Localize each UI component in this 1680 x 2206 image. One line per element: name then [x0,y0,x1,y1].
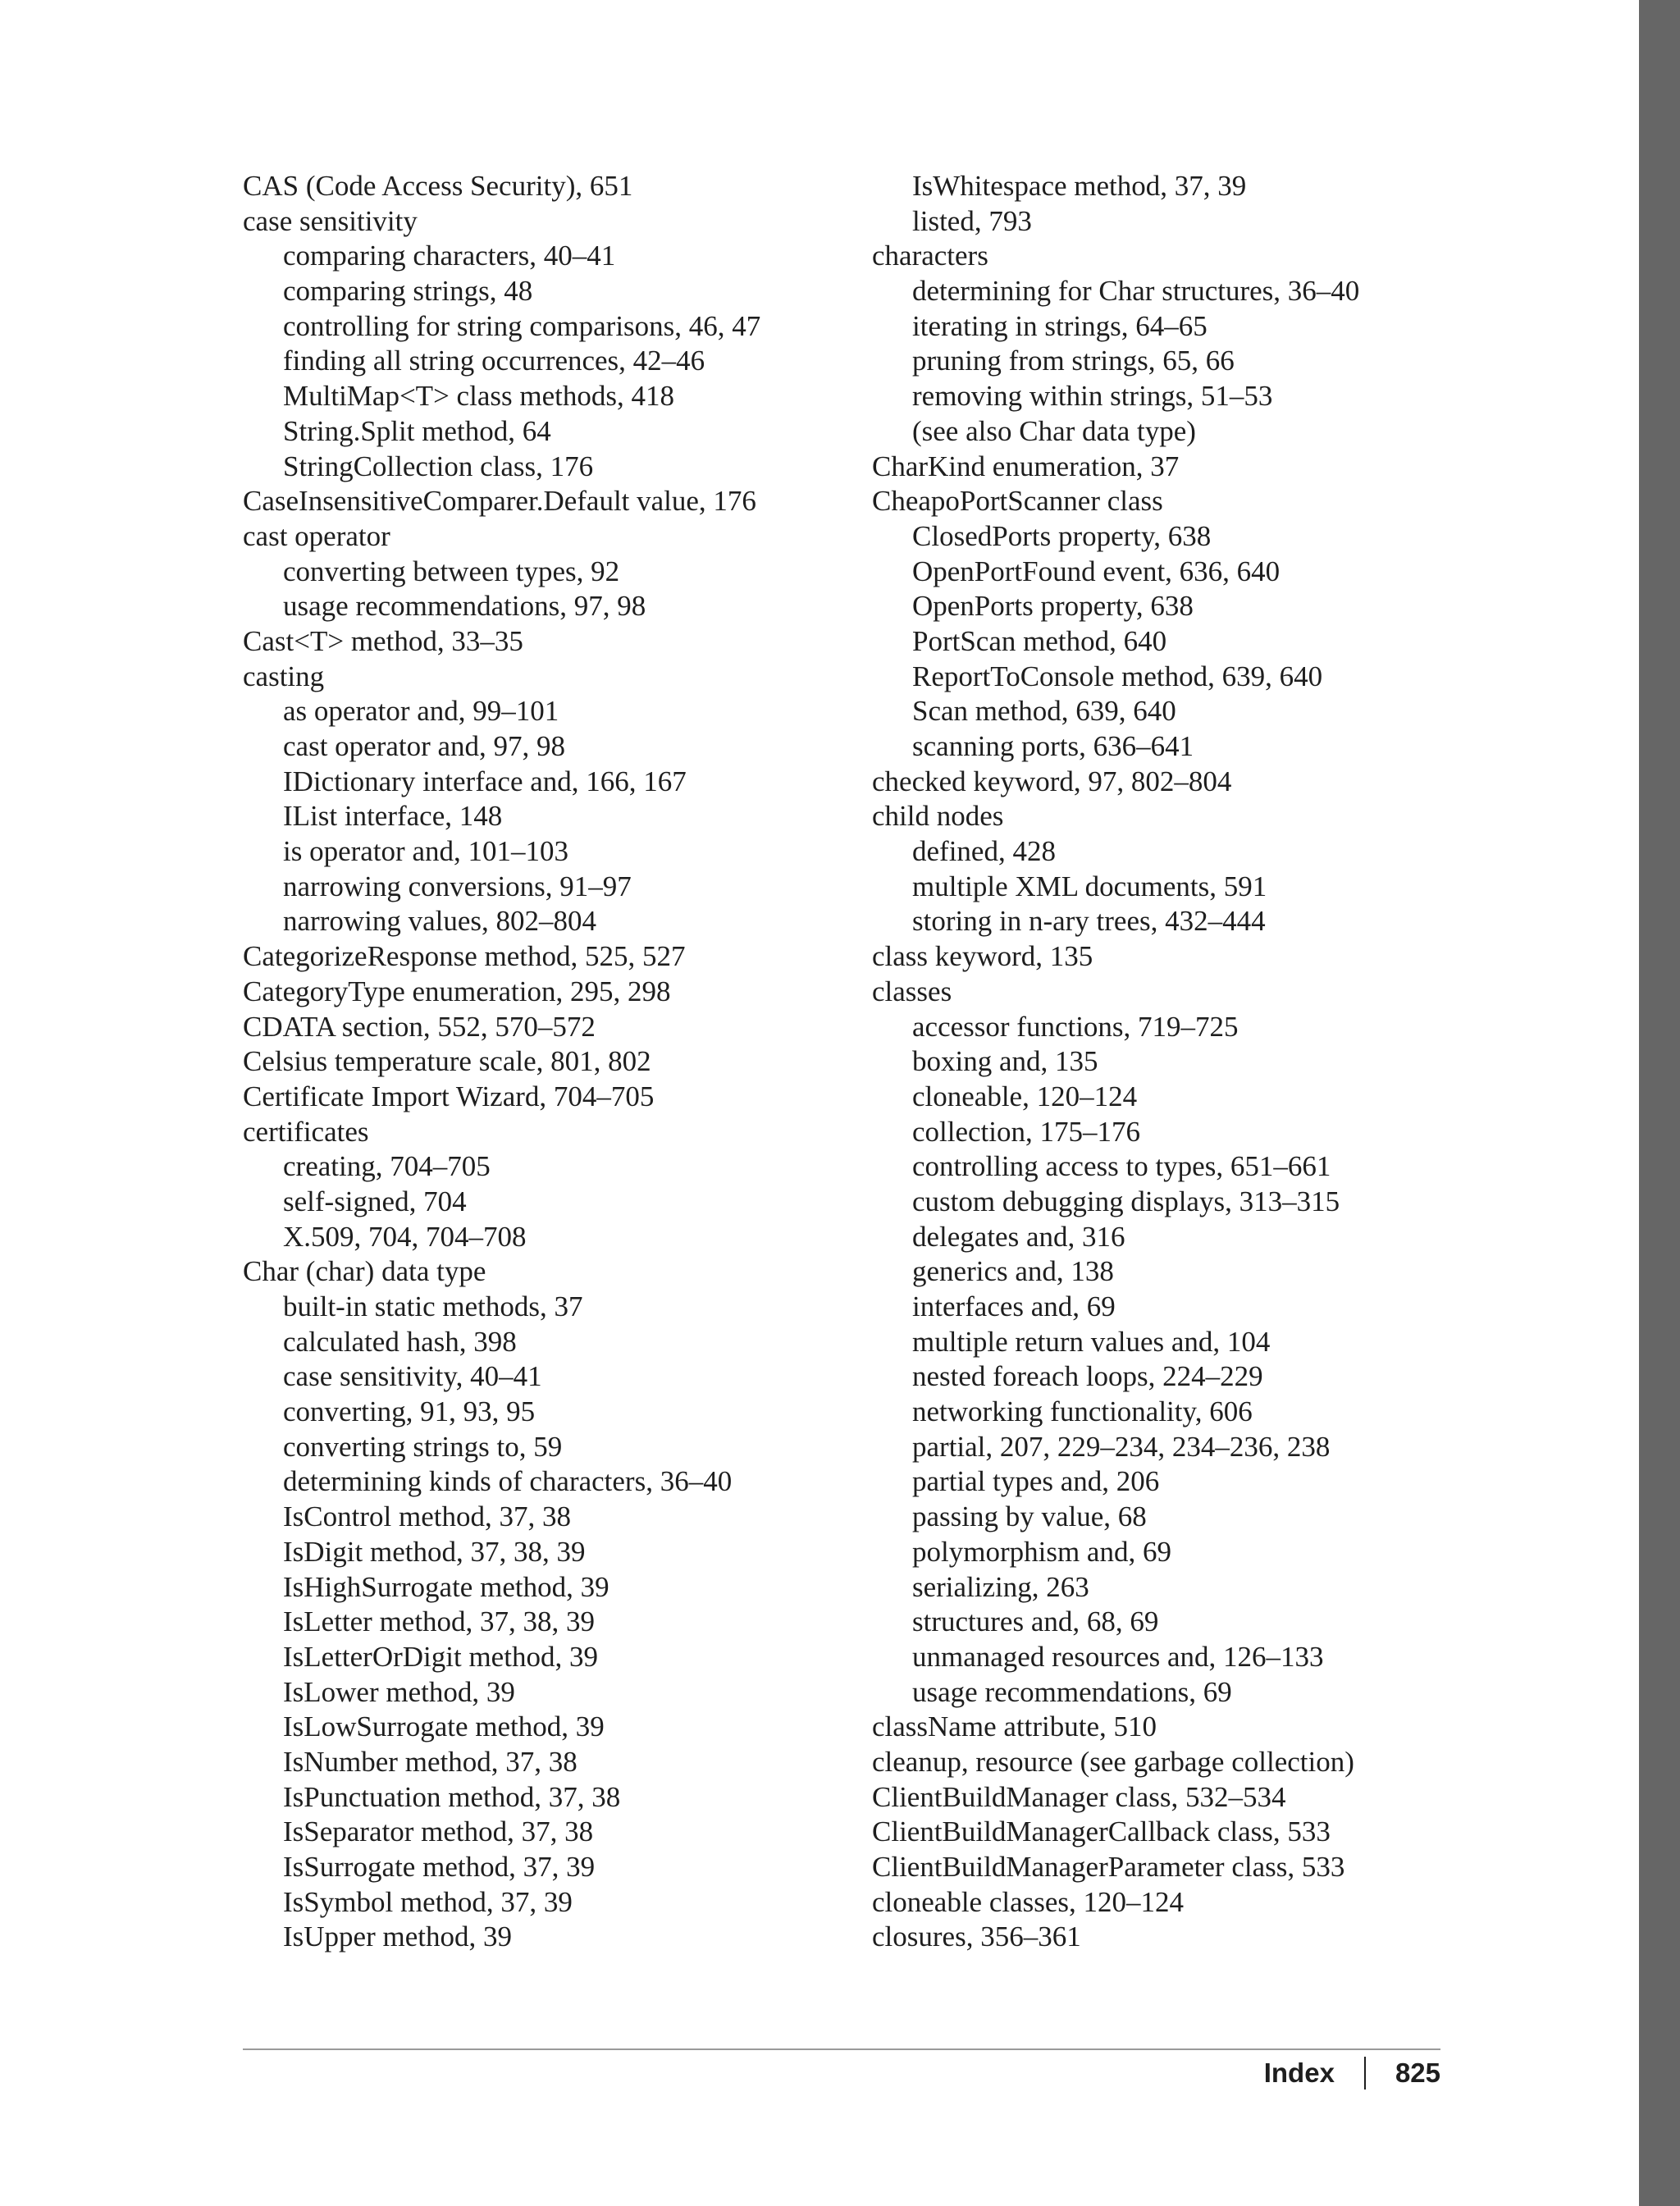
index-subentry: IsHighSurrogate method, 39 [283,1570,609,1603]
index-subentry: networking functionality, 606 [912,1395,1253,1428]
index-subentry: IsControl method, 37, 38 [283,1500,571,1533]
footer-section-label: Index [1263,2058,1335,2088]
index-subentry: determining kinds of characters, 36–40 [283,1465,733,1498]
index-subentry: IsUpper method, 39 [283,1921,512,1953]
index-subentry: nested foreach loops, 224–229 [912,1360,1263,1393]
index-subentry: custom debugging displays, 313–315 [912,1185,1340,1217]
index-entry: Certificate Import Wizard, 704–705 [243,1080,655,1112]
index-subentry: ReportToConsole method, 639, 640 [912,660,1323,692]
index-subentry: structures and, 68, 69 [912,1605,1159,1638]
index-subentry: OpenPortFound event, 636, 640 [912,555,1281,587]
index-subentry: converting strings to, 59 [283,1430,563,1463]
index-subentry: IsPunctuation method, 37, 38 [283,1780,621,1813]
index-entry: CategorizeResponse method, 525, 527 [243,940,686,973]
index-subentry: MultiMap<T> class methods, 418 [283,380,674,413]
footer-separator [1364,2057,1366,2090]
index-entry: cloneable classes, 120–124 [872,1885,1185,1918]
index-entry: Celsius temperature scale, 801, 802 [243,1045,651,1078]
index-subentry: String.Split method, 64 [283,414,551,447]
index-entry: CheapoPortScanner class [872,485,1163,518]
index-subentry: determining for Char structures, 36–40 [912,275,1360,308]
index-subentry: usage recommendations, 97, 98 [283,590,646,623]
index-entry: child nodes [872,800,1004,833]
index-subentry: IList interface, 148 [283,800,503,833]
index-entry: closures, 356–361 [872,1921,1081,1953]
index-subentry: IsLower method, 39 [283,1675,515,1708]
index-subentry: partial, 207, 229–234, 234–236, 238 [912,1430,1331,1463]
index-subentry: built-in static methods, 37 [283,1290,583,1322]
index-subentry: accessor functions, 719–725 [912,1010,1239,1043]
index-subentry: generics and, 138 [912,1255,1114,1288]
index-subentry: converting between types, 92 [283,555,620,587]
index-subentry: IDictionary interface and, 166, 167 [283,765,687,797]
page-edge-bar [1639,0,1680,2206]
index-subentry: is operator and, 101–103 [283,835,568,868]
index-subentry: multiple return values and, 104 [912,1325,1271,1358]
index-subentry: passing by value, 68 [912,1500,1147,1533]
index-subentry: partial types and, 206 [912,1465,1160,1498]
index-entry: cast operator [243,519,390,552]
index-subentry: cast operator and, 97, 98 [283,730,566,762]
index-entry: CharKind enumeration, 37 [872,450,1180,482]
index-entry: CategoryType enumeration, 295, 298 [243,975,671,1007]
index-entry: cleanup, resource (see garbage collection) [872,1745,1354,1778]
index-subentry: serializing, 263 [912,1570,1089,1603]
index-subentry: Scan method, 639, 640 [912,695,1176,728]
index-subentry: storing in n-ary trees, 432–444 [912,905,1266,938]
index-subentry: IsLowSurrogate method, 39 [283,1710,605,1743]
index-subentry: interfaces and, 69 [912,1290,1116,1322]
index-subentry: as operator and, 99–101 [283,695,559,728]
index-subentry: boxing and, 135 [912,1045,1098,1078]
index-subentry: cloneable, 120–124 [912,1080,1138,1112]
index-column-left [243,169,866,1955]
index-entry: Cast<T> method, 33–35 [243,624,523,657]
index-subentry: IsLetterOrDigit method, 39 [283,1640,598,1673]
index-entry: case sensitivity [243,204,418,237]
index-subentry: narrowing conversions, 91–97 [283,870,632,902]
index-subentry: delegates and, 316 [912,1220,1125,1253]
index-subentry: comparing characters, 40–41 [283,240,616,272]
index-subentry: removing within strings, 51–53 [912,380,1273,413]
index-entry: class keyword, 135 [872,940,1093,973]
index-subentry: IsWhitespace method, 37, 39 [912,170,1247,202]
index-subentry: calculated hash, 398 [283,1325,517,1358]
page-number: 825 [1395,2058,1440,2088]
index-subentry: usage recommendations, 69 [912,1675,1232,1708]
index-subentry: IsSeparator method, 37, 38 [283,1815,594,1848]
index-subentry: listed, 793 [912,204,1032,237]
index-subentry: ClosedPorts property, 638 [912,519,1212,552]
index-subentry: controlling for string comparisons, 46, 47 [283,309,761,342]
index-entry: checked keyword, 97, 802–804 [872,765,1232,797]
index-subentry: IsDigit method, 37, 38, 39 [283,1535,586,1568]
index-entry: classes [872,975,952,1007]
index-entry: CDATA section, 552, 570–572 [243,1010,596,1043]
index-column-right [872,169,1495,1955]
index-subentry: IsSurrogate method, 37, 39 [283,1851,596,1883]
index-subentry: multiple XML documents, 591 [912,870,1267,902]
index-subentry: IsSymbol method, 37, 39 [283,1885,573,1918]
index-subentry: scanning ports, 636–641 [912,730,1194,762]
index-subentry: StringCollection class, 176 [283,450,594,482]
index-subentry: converting, 91, 93, 95 [283,1395,536,1428]
index-entry: CAS (Code Access Security), 651 [243,170,633,202]
index-subentry: self-signed, 704 [283,1185,467,1217]
index-subentry: iterating in strings, 64–65 [912,309,1208,342]
index-subentry: comparing strings, 48 [283,275,533,308]
index-subentry: X.509, 704, 704–708 [283,1220,527,1253]
page-footer [1264,2055,1440,2091]
index-subentry: creating, 704–705 [283,1150,491,1183]
index-entry: characters [872,240,988,272]
index-subentry: case sensitivity, 40–41 [283,1360,542,1393]
index-subentry: IsLetter method, 37, 38, 39 [283,1605,596,1638]
index-subentry: collection, 175–176 [912,1115,1141,1148]
index-entry: className attribute, 510 [872,1710,1157,1743]
index-subentry: PortScan method, 640 [912,624,1167,657]
index-entry: ClientBuildManager class, 532–534 [872,1780,1286,1813]
index-subentry: finding all string occurrences, 42–46 [283,345,705,377]
index-entry: ClientBuildManagerParameter class, 533 [872,1851,1345,1883]
footer-rule [243,2048,1440,2050]
index-entry: casting [243,660,325,692]
index-subentry: controlling access to types, 651–661 [912,1150,1331,1183]
index-subentry: pruning from strings, 65, 66 [912,345,1235,377]
index-entry: Char (char) data type [243,1255,486,1288]
index-entry: certificates [243,1115,369,1148]
index-subentry: polymorphism and, 69 [912,1535,1171,1568]
index-subentry: (see also Char data type) [912,414,1196,447]
index-entry: ClientBuildManagerCallback class, 533 [872,1815,1331,1848]
index-entry: CaseInsensitiveComparer.Default value, 176 [243,485,756,518]
index-subentry: defined, 428 [912,835,1056,868]
index-subentry: unmanaged resources and, 126–133 [912,1640,1324,1673]
index-subentry: IsNumber method, 37, 38 [283,1745,578,1778]
index-subentry: OpenPorts property, 638 [912,590,1194,623]
index-subentry: narrowing values, 802–804 [283,905,597,938]
